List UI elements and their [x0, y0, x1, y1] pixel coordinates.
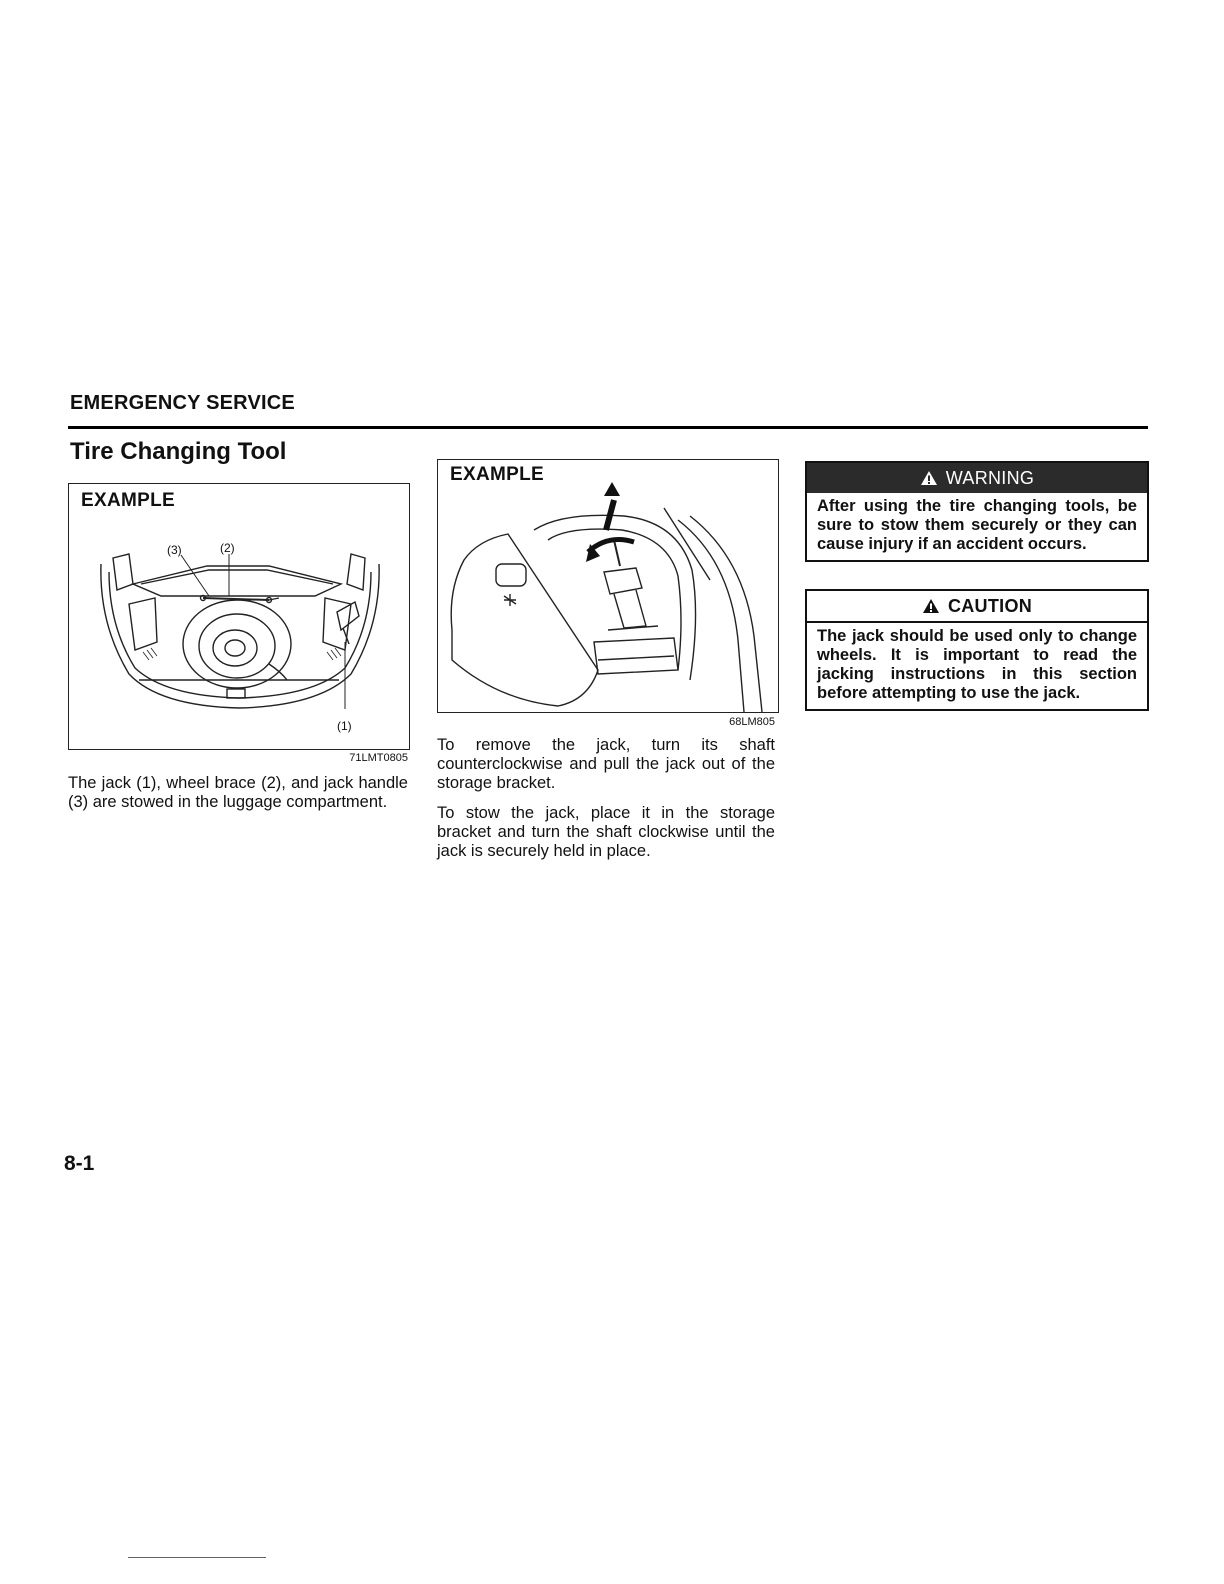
callout-2: (2) — [220, 541, 235, 555]
bottom-rule — [128, 1557, 266, 1558]
body-paragraph: To stow the jack, place it in the storage bracket and turn the shaft clockwise until the jack is securely held in place. — [437, 804, 775, 860]
warning-triangle-icon — [922, 598, 940, 614]
figure-jack-bracket — [437, 459, 779, 713]
figure-code: 71LMT0805 — [349, 752, 408, 764]
body-paragraph: The jack (1), wheel brace (2), and jack handle (3) are stowed in the luggage compartment. — [68, 774, 408, 811]
figure-luggage-compartment — [68, 483, 410, 750]
warning-triangle-icon — [920, 470, 938, 486]
body-paragraph: To remove the jack, turn its shaft counterclockwise and pull the jack out of the storage bracket. — [437, 736, 775, 792]
luggage-compartment-illustration — [69, 484, 409, 749]
warning-title: WARNING — [945, 467, 1035, 488]
figure-code: 68LM805 — [729, 716, 775, 728]
header-divider — [68, 426, 1148, 429]
warning-box — [805, 461, 1149, 562]
section-header: EMERGENCY SERVICE — [70, 392, 295, 414]
jack-bracket-illustration — [438, 460, 778, 712]
page-number: 8-1 — [64, 1152, 95, 1175]
caution-header — [807, 591, 1147, 623]
caution-text: The jack should be used only to change wheels. It is important to read the jacking instructions in this section before attempting to use the jack. — [817, 627, 1137, 702]
warning-text: After using the tire changing tools, be sure to stow them securely or they can cause injury if an accident occurs. — [817, 497, 1137, 553]
figure-label: EXAMPLE — [450, 464, 544, 485]
callout-3: (3) — [167, 543, 182, 557]
figure-label: EXAMPLE — [81, 490, 175, 511]
warning-header — [807, 463, 1147, 493]
caution-box — [805, 589, 1149, 711]
callout-1: (1) — [337, 719, 352, 733]
page-title: Tire Changing Tool — [70, 438, 287, 465]
caution-title: CAUTION — [947, 595, 1033, 616]
